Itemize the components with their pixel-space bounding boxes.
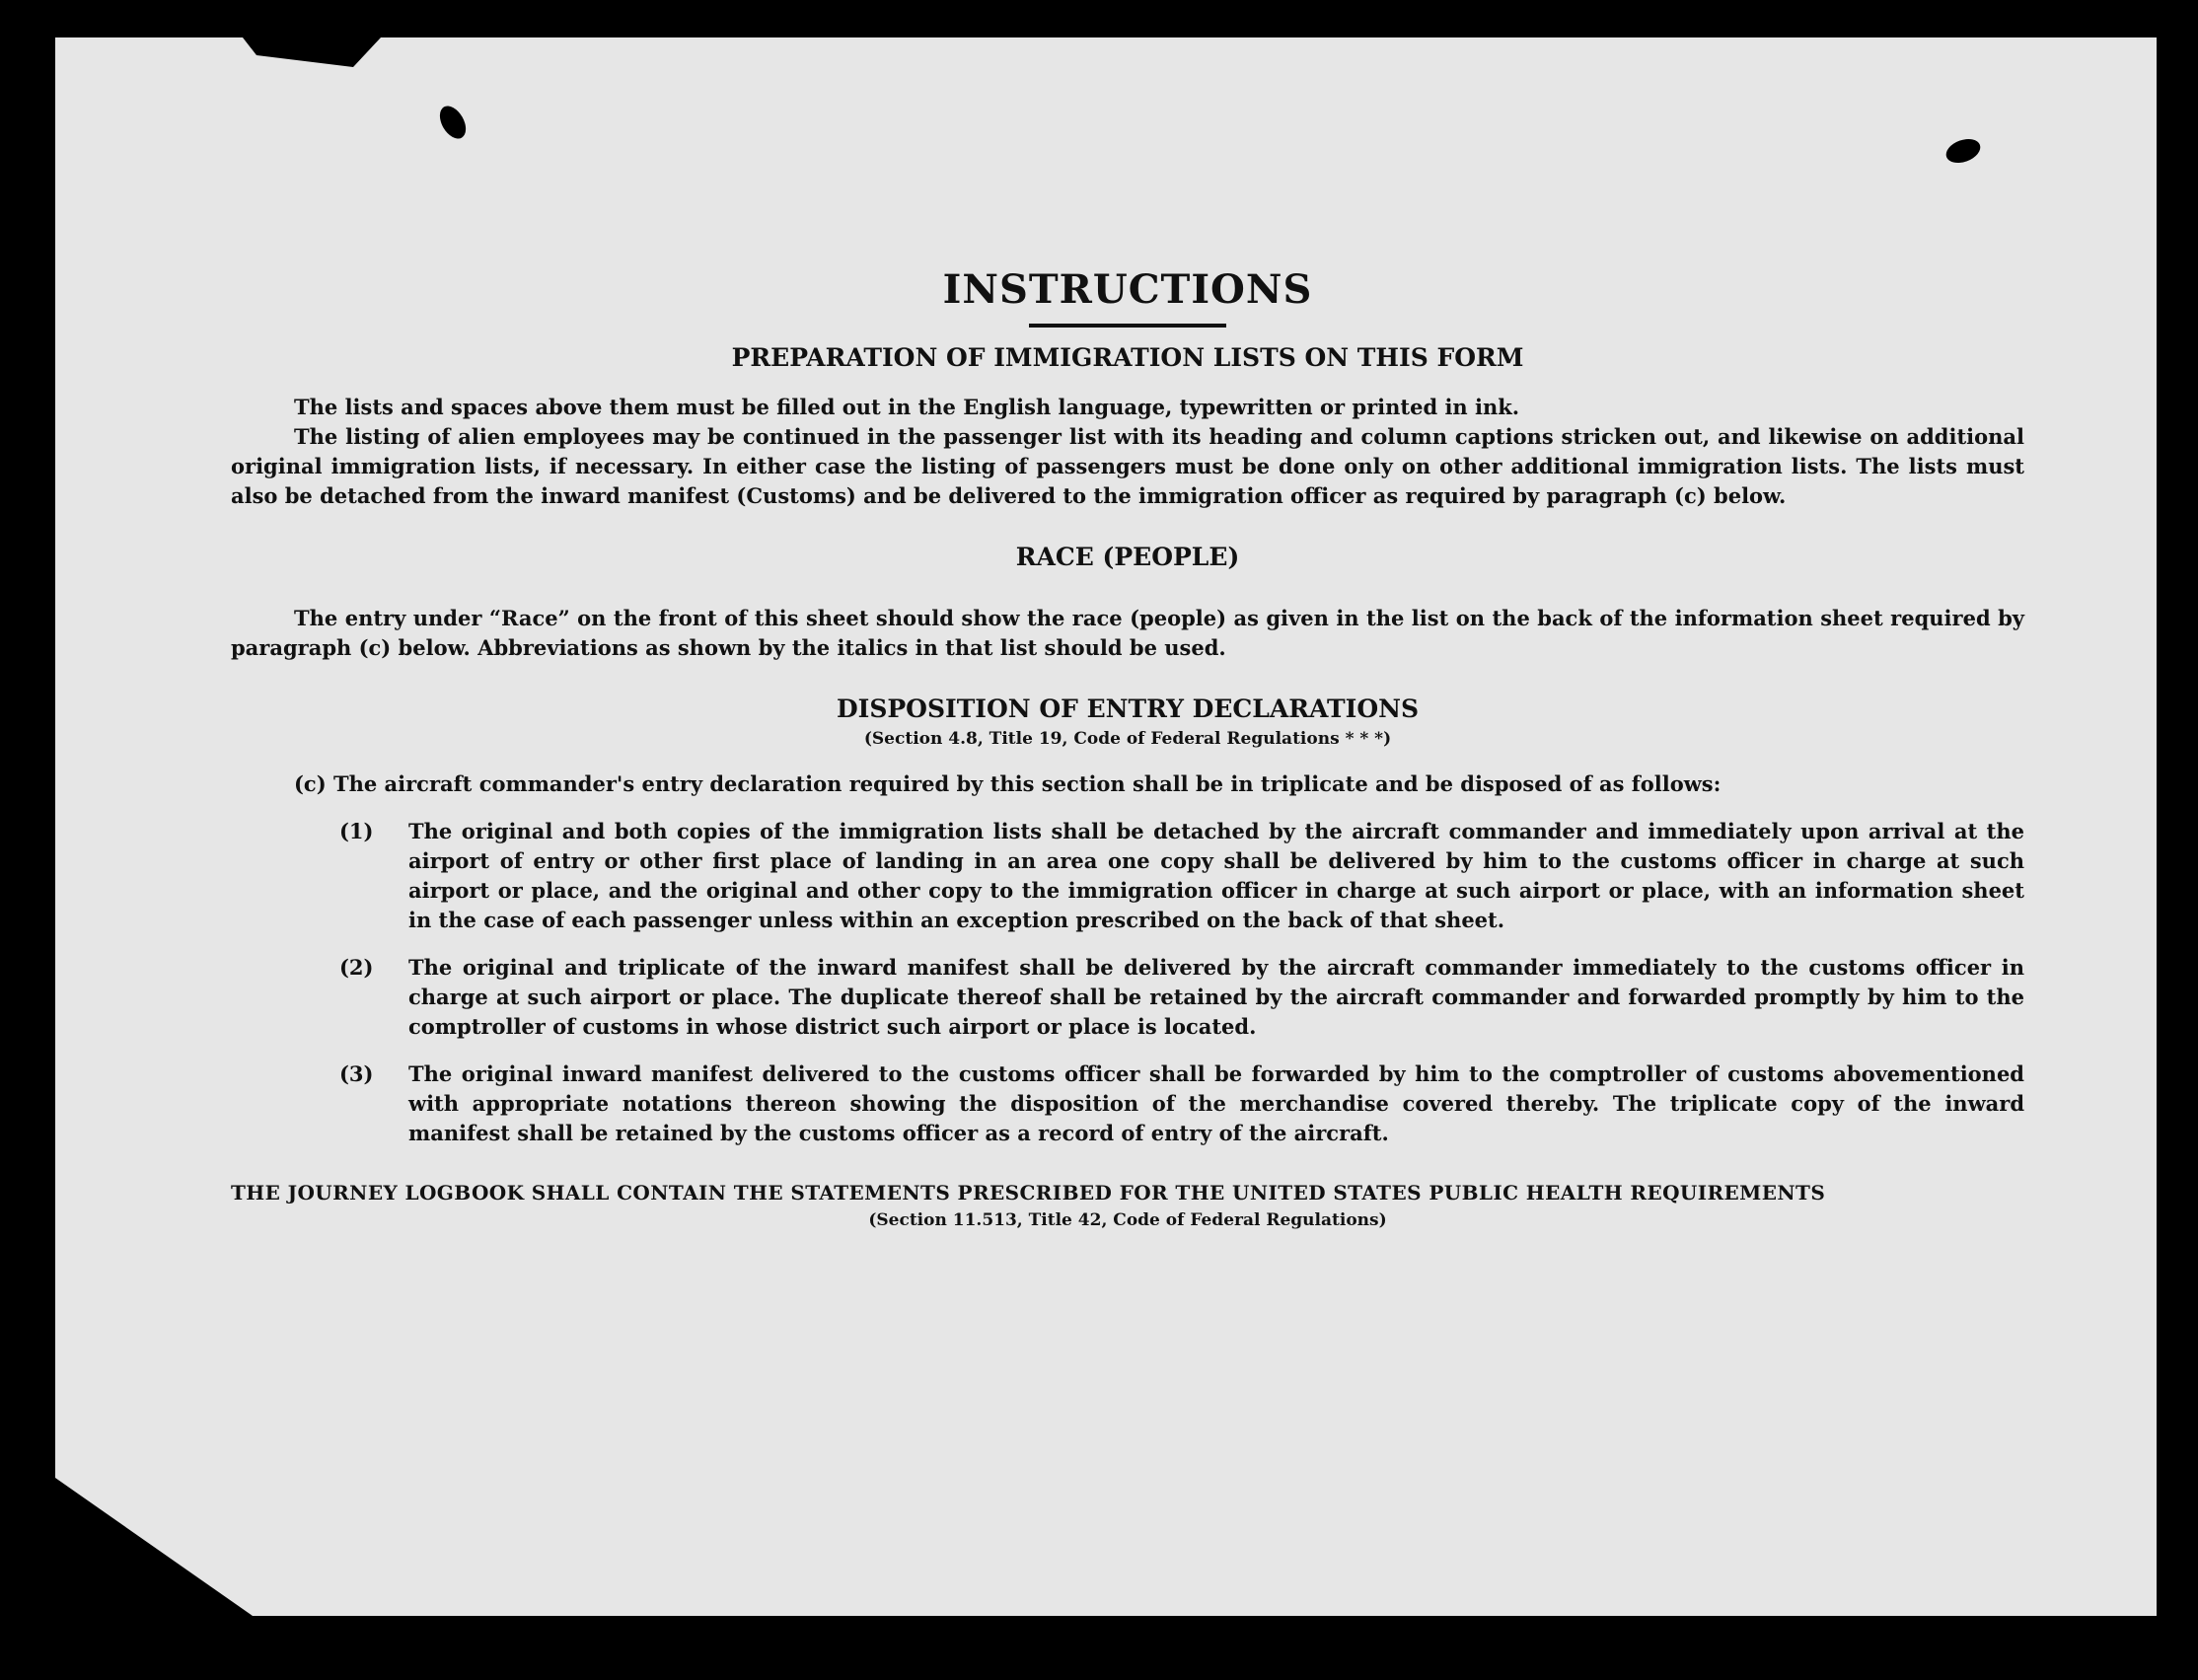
prep-heading: PREPARATION OF IMMIGRATION LISTS ON THIS FORM [731,343,1524,372]
title-underline [1029,324,1226,328]
item-text: The original and triplicate of the inward manifest shall be delivered by the aircraft commander immediately to the customs officer in charge at such airport or place. The duplicate thereof shall be retained by the aircraft commander and forwarded promptly by him to the comptroller of customs in whose district such airport or place is located. [408,955,2024,1039]
item-number: (3) [339,1061,374,1086]
closing-statement: THE JOURNEY LOGBOOK SHALL CONTAIN THE STATEMENTS PRESCRIBED FOR THE UNITED STATES PUBLIC HEALTH REQUIREMENTS [231,1181,1826,1205]
prep-paragraph-1: The lists and spaces above them must be filled out in the English language, typewritten or printed in ink. [294,395,1520,419]
prep-paragraph-2: The listing of alien employees may be continued in the passenger list with its heading and column captions stricken out, and likewise on additional original immigration lists, if necessary. In either case the listing of passengers must be done only on other additional immigration lists. The lists must also be detached from the inward manifest (Customs) and be delivered to the immigration officer as required by paragraph (c) below. [231,424,2024,508]
item-number: (1) [339,819,374,843]
item-text: The original inward manifest delivered to the customs officer shall be forwarded by him to the comptroller of customs abovementioned with appropriate notations thereon showing the disposition of the merchandise covered thereby. The triplicate copy of the inward manifest shall be retained by the customs officer as a record of entry of the aircraft. [408,1061,2024,1145]
disposition-intro: (c) The aircraft commander's entry declaration required by this section shall be in triplicate and be disposed of as follows: [294,771,1722,796]
race-paragraph: The entry under “Race” on the front of this sheet should show the race (people) as given in the list on the back of the information sheet required by paragraph (c) below. Abbreviations as shown by the italics in that list should be used. [231,606,2024,660]
folded-corner [55,1478,253,1616]
item-text: The original and both copies of the immigration lists shall be detached by the aircraft commander and immediately upon arrival at the airport of entry or other first place of landing in an area one copy shall be delivered by him to the customs officer in charge at such airport or place, and the original and other copy to the immigration officer in charge at such airport or place, with an information sheet in the case of each passenger unless within an exception prescribed on the back of that sheet. [408,819,2024,932]
punch-hole-left [434,102,471,143]
document-title: INSTRUCTIONS [942,266,1313,313]
torn-paper-edge [243,37,381,67]
scanned-page [55,37,2157,1616]
disposition-heading: DISPOSITION OF ENTRY DECLARATIONS [836,694,1420,723]
item-number: (2) [339,955,374,980]
disposition-item-2 [231,953,2024,1042]
closing-citation: (Section 11.513, Title 42, Code of Federal Regulations) [868,1210,1387,1230]
instructions-document [231,262,2024,1233]
disposition-item-1 [231,817,2024,935]
race-heading: RACE (PEOPLE) [1015,543,1240,571]
disposition-citation: (Section 4.8, Title 19, Code of Federal Regulations * * *) [863,729,1392,749]
punch-hole-right [1942,135,1983,168]
bleed-through-line [864,99,871,122]
disposition-item-3 [231,1059,2024,1148]
